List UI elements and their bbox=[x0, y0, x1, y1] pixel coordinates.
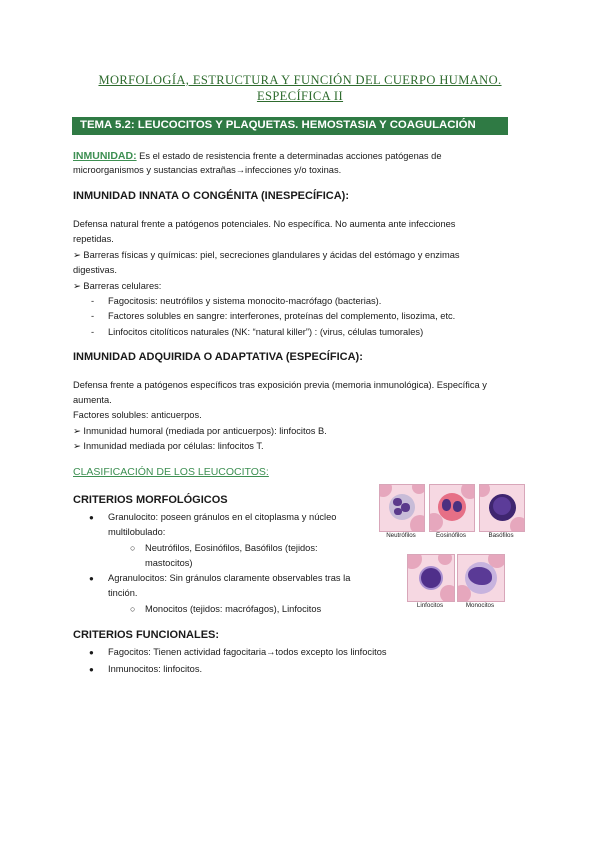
topic-banner bbox=[72, 117, 508, 135]
bullet-icon: ● bbox=[89, 665, 94, 674]
bullet-icon: ● bbox=[89, 648, 94, 657]
neutrophil-image bbox=[379, 484, 425, 532]
immunity-definition-cont: microorganismos y sustancias extrañas→infecciones y/o toxinas. bbox=[73, 165, 342, 175]
lymphocyte-caption: Linfocitos bbox=[416, 602, 444, 609]
basophil-caption: Basófilos bbox=[488, 532, 514, 539]
granulocyte-types-2: mastocitos) bbox=[145, 558, 193, 568]
agranulocyte-types: Monocitos (tejidos: macrófagos), Linfocitos bbox=[145, 604, 322, 614]
list-item: Fagocitosis: neutrófilos y sistema monocito-macrófago (bacterias). bbox=[108, 296, 382, 306]
circle-bullet-icon: ○ bbox=[130, 604, 136, 614]
adaptive-text-4: ➢ Inmunidad humoral (mediada por anticuerpos): linfocitos B. bbox=[73, 426, 327, 436]
document-title-line2: ESPECÍFICA II bbox=[256, 89, 344, 103]
bullet-icon: ● bbox=[89, 513, 94, 522]
innate-text-2: repetidas. bbox=[73, 234, 114, 244]
barrier-cellular: ➢ Barreras celulares: bbox=[73, 281, 162, 291]
eosinophil-image bbox=[429, 484, 475, 532]
dash-marker: - bbox=[91, 296, 95, 306]
dash-marker: - bbox=[91, 327, 95, 337]
topic-title: TEMA 5.2: LEUCOCITOS Y PLAQUETAS. HEMOSTASIA Y COAGULACIÓN bbox=[80, 119, 476, 131]
basophil-image bbox=[479, 484, 525, 532]
eosinophil-caption: Eosinófilos bbox=[436, 532, 466, 539]
adaptive-text-1: Defensa frente a patógenos específicos tras exposición previa (memoria inmunológica). Específica y bbox=[73, 380, 487, 390]
list-item: Linfocitos citolíticos naturales (NK: “natural killer”) : (virus, células tumorales) bbox=[108, 327, 424, 337]
agranulocyte-text-1: Agranulocitos: Sin gránulos claramente observables tras la bbox=[108, 573, 351, 583]
agranulocyte-text-2: tinción. bbox=[108, 588, 138, 598]
adaptive-text-3: Factores solubles: anticuerpos. bbox=[73, 410, 202, 420]
neutrophil-caption: Neutrófilos bbox=[386, 532, 416, 539]
bullet-icon: ● bbox=[89, 574, 94, 583]
innate-text-1: Defensa natural frente a patógenos potenciales. No específica. No aumenta ante infecciones bbox=[73, 219, 456, 229]
morphological-heading: CRITERIOS MORFOLÓGICOS bbox=[73, 494, 228, 506]
functional-item-2: Inmunocitos: linfocitos. bbox=[108, 664, 203, 674]
lymphocyte-image bbox=[407, 554, 455, 602]
granulocyte-text-2: multilobulado: bbox=[108, 527, 166, 537]
list-item: Factores solubles en sangre: interferones, proteínas del complemento, lisozima, etc. bbox=[108, 311, 456, 321]
adaptive-text-5: ➢ Inmunidad mediada por células: linfocitos T. bbox=[73, 441, 264, 451]
leukocyte-figure bbox=[376, 482, 528, 614]
innate-heading: INMUNIDAD INNATA O CONGÉNITA (INESPECÍFICA): bbox=[73, 190, 350, 202]
classification-heading: CLASIFICACIÓN DE LOS LEUCOCITOS: bbox=[73, 466, 269, 478]
document-title-line1: MORFOLOGÍA, ESTRUCTURA Y FUNCIÓN DEL CUERPO HUMANO. bbox=[98, 73, 502, 87]
circle-bullet-icon: ○ bbox=[130, 543, 136, 553]
monocyte-caption: Monocitos bbox=[465, 602, 495, 609]
barrier-physical: ➢ Barreras físicas y químicas: piel, secreciones glandulares y ácidas del estómago y enzimas bbox=[73, 250, 460, 260]
barrier-physical-cont: digestivas. bbox=[73, 265, 117, 275]
immunity-definition bbox=[73, 150, 442, 162]
adaptive-text-2: aumenta. bbox=[73, 395, 112, 405]
functional-item-1: Fagocitos: Tienen actividad fagocitaria→todos excepto los linfocitos bbox=[108, 647, 387, 657]
dash-marker: - bbox=[91, 311, 95, 321]
adaptive-heading: INMUNIDAD ADQUIRIDA O ADAPTATIVA (ESPECÍFICA): bbox=[73, 351, 363, 363]
granulocyte-text-1: Granulocito: poseen gránulos en el citoplasma y núcleo bbox=[108, 512, 337, 522]
functional-heading: CRITERIOS FUNCIONALES: bbox=[73, 629, 220, 641]
monocyte-image bbox=[457, 554, 505, 602]
granulocyte-types-1: Neutrófilos, Eosinófilos, Basófilos (tejidos: bbox=[145, 543, 318, 553]
immunity-definition-text: Es el estado de resistencia frente a determinadas acciones patógenas de bbox=[136, 151, 442, 161]
immunity-term: INMUNIDAD: bbox=[73, 150, 137, 162]
